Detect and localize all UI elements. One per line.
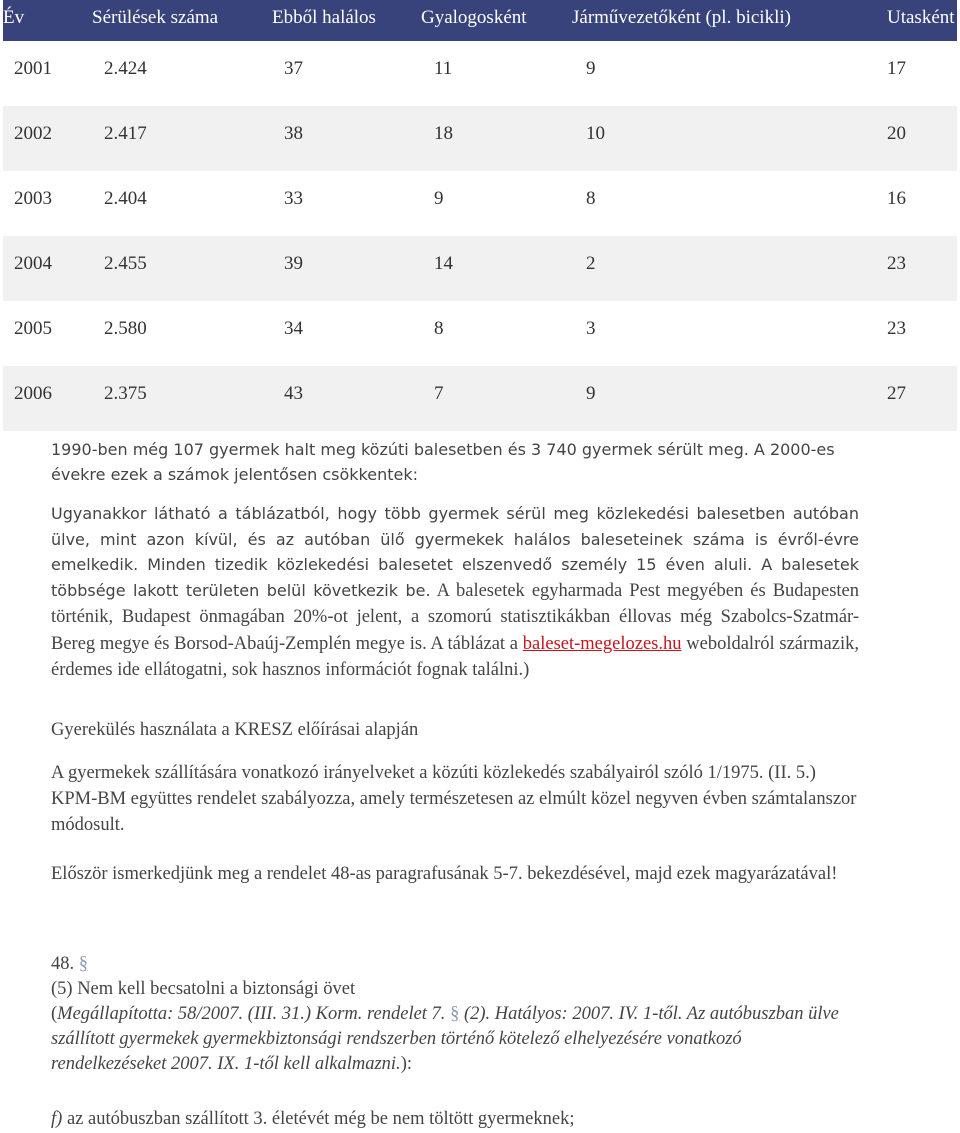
cell-fatal: 33 [284,188,303,209]
cell-injuries: 2.417 [104,123,147,144]
cell-pedestrian: 14 [434,253,453,274]
cell-injuries: 2.455 [104,253,147,274]
item-f-text: az autóbuszban szállított 3. életévét még be nem töltött gyermeknek; [62,1109,575,1129]
cell-driver: 9 [586,383,596,404]
cell-injuries: 2.580 [104,318,147,339]
header-passenger: Utasként [887,7,955,28]
regulation-paragraph: A gyermekek szállítására vonatkozó irányelveket a közúti közlekedés szabályairól szóló 1/1975. (II. 5.) KPM-BM együttes rendelet szabályozza, amely természetesen az elmúlt közel negyven évben számtalanszor módosult. [51,763,857,835]
table-row [3,366,957,431]
cell-injuries: 2.404 [104,188,147,209]
header-fatal: Ebből halálos [272,7,376,28]
statistics-text-2: Minden tizedik közlekedési balesetet elszenvedő személy 15 éven aluli. A balesetek többsége lakott területen belül következik be. [51,555,859,600]
cell-year: 2004 [14,253,52,274]
cell-fatal: 38 [284,123,303,144]
cell-driver: 10 [586,123,605,144]
cell-passenger: 20 [887,123,906,144]
law-number-line [51,952,859,977]
statistics-paragraph [51,501,859,684]
cell-fatal: 39 [284,253,303,274]
cell-year: 2005 [14,318,52,339]
statistics-text-3: A balesetek egyharmada Pest megyében és Budapesten történik, Budapest önmagában 20%-ot jelent, a szomorú statisztikákban éllovas még Szabolcs-Szatmár-Bereg megye és Borsod-Abaúj-Zemplén megye is. A táblázat a [51,580,860,654]
note-paragraph-sign-icon[interactable]: § [450,1004,460,1024]
cell-fatal: 34 [284,318,303,339]
cell-pedestrian: 9 [434,188,444,209]
cell-driver: 3 [586,318,596,339]
paragraph-sign-icon[interactable]: § [78,954,88,974]
statistics-text-4: weboldalról származik, érdemes ide ellátogatni, sok hasznos információt fognak találni.) [51,633,859,680]
note-text-1: Megállapította: 58/2007. (III. 31.) Korm. rendelet 7. [57,1004,446,1024]
statistics-table [3,0,957,431]
cell-year: 2002 [14,123,52,144]
cell-pedestrian: 18 [434,123,453,144]
cell-passenger: 23 [887,318,906,339]
cell-year: 2003 [14,188,52,209]
table-header [3,0,957,41]
cell-passenger: 23 [887,253,906,274]
intro-law-paragraph: Először ismerkedjünk meg a rendelet 48-as paragrafusának 5-7. bekezdésével, majd ezek magyarázatával! [51,864,838,884]
table-row [3,236,957,301]
table-row [3,106,957,171]
cell-year: 2001 [14,58,52,79]
section-heading: Gyerekülés használata a KRESZ előírásai alapján [51,720,419,740]
cell-pedestrian: 8 [434,318,444,339]
header-driver: Járművezetőként (pl. bicikli) [572,7,791,28]
source-link[interactable]: baleset-megelozes.hu [522,633,682,654]
cell-fatal: 43 [284,383,303,404]
cell-driver: 2 [586,253,596,274]
law-note [51,1002,859,1077]
cell-injuries: 2.424 [104,58,147,79]
cell-passenger: 16 [887,188,906,209]
law-excerpt [51,952,859,1077]
note-text-2: (2). Hatályos: 2007. IV. 1-től. Az autóbuszban ülve szállított gyermekek gyermekbiztonsági rendszerben történő kötelező elhelyezésére vonatkozó rendelkezéseket 2007. IX. 1-től kell alkalmazni. [51,1004,839,1074]
item-f-label: f) [51,1109,63,1129]
cell-driver: 8 [586,188,596,209]
header-pedestrian: Gyalogosként [421,7,527,28]
law-number: 48. [51,954,75,974]
cell-year: 2006 [14,383,52,404]
cell-passenger: 17 [887,58,906,79]
cell-passenger: 27 [887,383,906,404]
intro-paragraph: 1990-ben még 107 gyermek halt meg közúti balesetben és 3 740 gyermek sérült meg. A 2000-es évekre ezek a számok jelentősen csökkentek: [51,440,835,484]
cell-driver: 9 [586,58,596,79]
cell-injuries: 2.375 [104,383,147,404]
statistics-text-1: Ugyanakkor látható a táblázatból, hogy több gyermek sérül meg közlekedési balesetben autóban ülve, mint azon kívül, és az autóban ülő gyermekek halálos baleseteinek száma is évről-évre emelkedik. [51,504,859,574]
table-row [3,171,957,236]
note-open-paren: ( [51,1004,58,1024]
header-year: Év [3,7,25,28]
table-row [3,301,957,366]
cell-pedestrian: 7 [434,383,444,404]
table-row [3,41,957,106]
law-line-5: (5) Nem kell becsatolni a biztonsági övet [51,979,356,999]
cell-fatal: 37 [284,58,303,79]
cell-pedestrian: 11 [434,58,453,79]
note-close: ): [400,1054,412,1074]
item-f [51,1107,859,1133]
header-injuries: Sérülések száma [92,7,219,28]
